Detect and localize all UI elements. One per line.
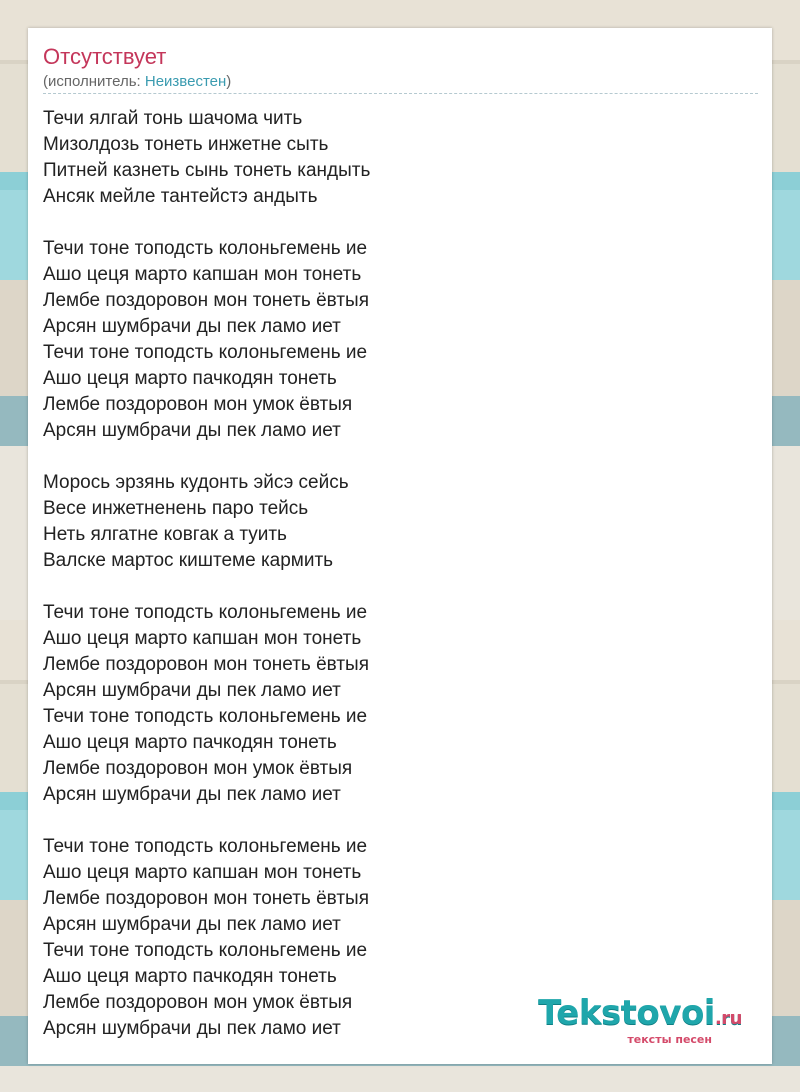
lyric-line: Течи тоне топодсть колоньгемень ие <box>43 706 368 727</box>
lyric-line: Ашо цеця марто капшан мон тонеть <box>43 862 362 883</box>
lyric-line: Течи тоне топодсть колоньгемень ие <box>43 238 368 259</box>
artist-suffix: ) <box>226 73 232 90</box>
site-logo[interactable] <box>538 995 742 1046</box>
lyric-line: Ашо цеця марто капшан мон тонеть <box>43 628 362 649</box>
lyric-line: Арсян шумбрачи ды пек ламо иет <box>43 784 341 805</box>
artist-line <box>43 73 231 91</box>
logo-name: Tekstovoi <box>538 993 715 1033</box>
lyric-line: Ансяк мейле тантейстэ андыть <box>43 186 318 207</box>
lyric-line: Лембе поздоровон мон тонеть ёвтыя <box>43 888 369 909</box>
lyric-line: Арсян шумбрачи ды пек ламо иет <box>43 1018 341 1039</box>
lyric-line: Валске мартос киштеме кармить <box>43 550 334 571</box>
lyric-line: Неть ялгатне ковгак а туить <box>43 524 287 545</box>
lyric-line: Арсян шумбрачи ды пек ламо иет <box>43 914 341 935</box>
lyric-line: Арсян шумбрачи ды пек ламо иет <box>43 680 341 701</box>
lyric-line: Течи тоне топодсть колоньгемень ие <box>43 602 368 623</box>
lyric-line: Морось эрзянь кудонть эйсэ сейсь <box>43 472 349 493</box>
lyric-line: Лембе поздоровон мон умок ёвтыя <box>43 758 353 779</box>
lyric-line: Течи тоне топодсть колоньгемень ие <box>43 836 368 857</box>
lyrics-sheet <box>28 28 772 1064</box>
stanza-gap <box>43 574 370 600</box>
logo-tagline: тексты песен <box>627 1033 712 1046</box>
lyric-line: Лембе поздоровон мон тонеть ёвтыя <box>43 654 369 675</box>
title-divider <box>43 93 758 94</box>
song-title: Отсутствует <box>43 44 167 69</box>
lyric-line: Течи ялгай тонь шачома чить <box>43 108 303 129</box>
lyric-line: Арсян шумбрачи ды пек ламо иет <box>43 420 341 441</box>
lyric-line: Весе инжетненень паро тейсь <box>43 498 309 519</box>
lyric-line: Ашо цеця марто пачкодян тонеть <box>43 966 337 987</box>
artist-prefix: (исполнитель: <box>43 73 145 90</box>
stanza-gap <box>43 210 370 236</box>
lyric-line: Течи тоне топодсть колоньгемень ие <box>43 342 368 363</box>
artist-link[interactable]: Неизвестен <box>144 73 227 90</box>
lyric-line: Лембе поздоровон мон умок ёвтыя <box>43 992 353 1013</box>
lyric-line: Течи тоне топодсть колоньгемень ие <box>43 940 368 961</box>
lyric-line: Лембе поздоровон мон тонеть ёвтыя <box>43 290 369 311</box>
logo-tld: .ru <box>714 1008 742 1029</box>
lyric-line: Арсян шумбрачи ды пек ламо иет <box>43 316 341 337</box>
stanza-gap <box>43 444 370 470</box>
lyric-line: Лембе поздоровон мон умок ёвтыя <box>43 394 353 415</box>
lyric-line: Питней казнеть сынь тонеть кандыть <box>43 160 371 181</box>
lyric-line: Мизолдозь тонеть инжетне сыть <box>43 134 329 155</box>
lyric-line: Ашо цеця марто пачкодян тонеть <box>43 368 337 389</box>
lyric-line: Ашо цеця марто пачкодян тонеть <box>43 732 337 753</box>
lyric-line: Ашо цеця марто капшан мон тонеть <box>43 264 362 285</box>
lyrics-body <box>43 106 370 1042</box>
stanza-gap <box>43 808 370 834</box>
